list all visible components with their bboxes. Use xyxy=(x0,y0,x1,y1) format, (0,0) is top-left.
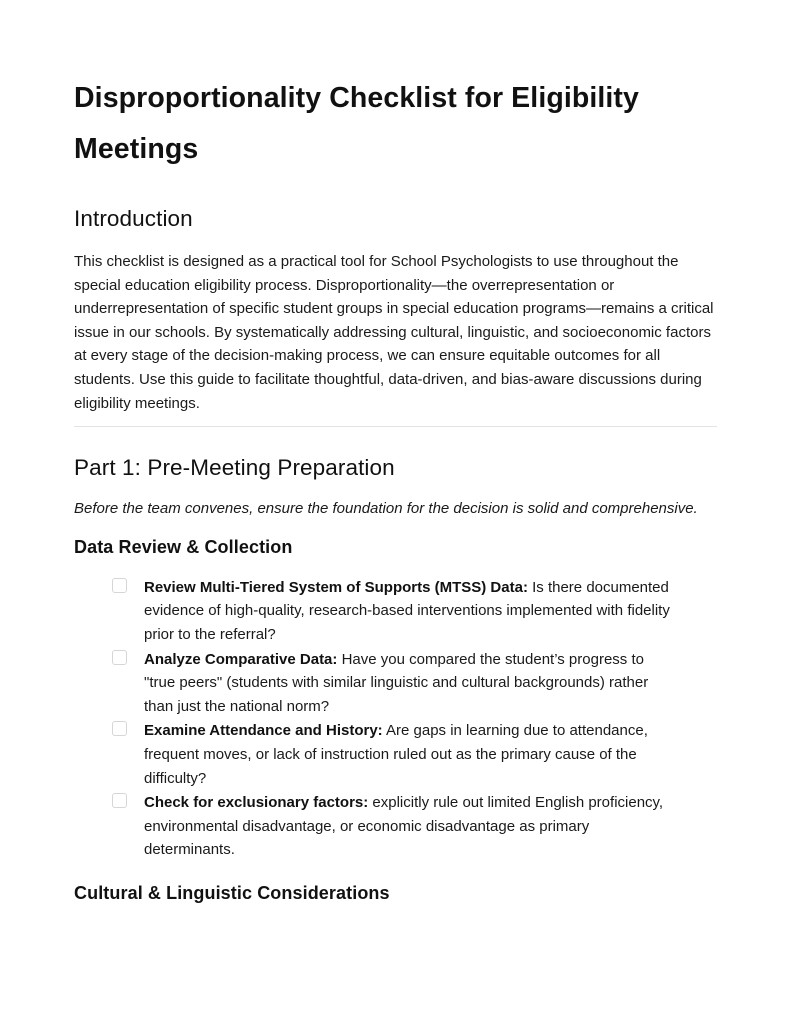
data-review-heading: Data Review & Collection xyxy=(74,536,293,557)
checklist-item-text: Is there documented evidence of high-quality, research-based interventions implemented with fidelity prior to the referral? xyxy=(144,578,670,643)
document-page xyxy=(74,0,717,905)
checklist-item-title: Check for exclusionary factors: xyxy=(144,794,369,812)
checklist-item-title: Analyze Comparative Data: xyxy=(144,650,338,668)
checkbox[interactable] xyxy=(112,650,127,665)
part1-heading: Part 1: Pre-Meeting Preparation xyxy=(74,455,395,481)
checklist-item xyxy=(74,648,674,719)
introduction-heading: Introduction xyxy=(74,206,193,231)
checklist-item xyxy=(74,719,674,790)
checklist-item xyxy=(74,576,674,647)
checklist-item-text: Have you compared the student’s progress to "true peers" (students with similar linguistic and cultural backgrounds) rather than just the national norm? xyxy=(144,650,649,715)
checklist-item-title: Examine Attendance and History: xyxy=(144,722,383,740)
checkbox[interactable] xyxy=(112,578,127,593)
part1-lead: Before the team convenes, ensure the foundation for the decision is solid and comprehensive. xyxy=(74,500,698,518)
checklist-item-text: explicitly rule out limited English proficiency, environmental disadvantage, or economic disadvantage as primary determinants. xyxy=(144,794,664,859)
introduction-text: This checklist is designed as a practical tool for School Psychologists to use throughout the special education eligibility process. Disproportionality—the overrepresentation or underrepresentation of specific student groups in special education programs—remains a critical issue in our schools. By systematically addressing cultural, linguistic, and socioeconomic factors at every stage of the decision-making process, we can ensure equitable outcomes for all students. Use this guide to facilitate thoughtful, data-driven, and bias-aware discussions during eligibility meetings. xyxy=(74,253,714,412)
checklist-item-text: Are gaps in learning due to attendance, frequent moves, or lack of instruction ruled out as the primary cause of the difficulty? xyxy=(144,722,648,787)
cultural-linguistic-heading: Cultural & Linguistic Considerations xyxy=(74,882,390,903)
checkbox[interactable] xyxy=(112,721,127,736)
checkbox[interactable] xyxy=(112,793,127,808)
data-review-checklist xyxy=(74,576,717,862)
section-divider xyxy=(74,426,717,427)
checklist-item xyxy=(74,791,674,862)
checklist-item-title: Review Multi-Tiered System of Supports (MTSS) Data: xyxy=(144,578,528,596)
document-title: Disproportionality Checklist for Eligibility Meetings xyxy=(74,82,639,165)
